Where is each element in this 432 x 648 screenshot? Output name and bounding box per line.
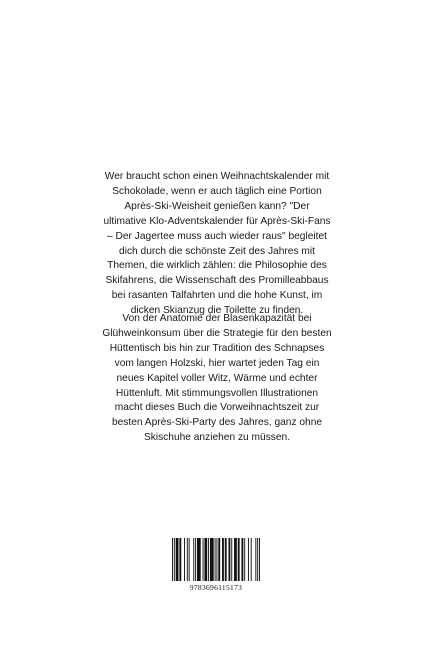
barcode-bar — [222, 538, 224, 581]
barcode-bar — [229, 538, 231, 581]
barcode-bar — [197, 538, 201, 581]
barcode-bar — [218, 538, 220, 581]
barcode-bar — [189, 538, 190, 581]
isbn-number: 9783696115173 — [189, 583, 243, 592]
barcode-bar — [259, 538, 260, 581]
barcode-bar — [257, 538, 258, 581]
barcode-bar — [184, 538, 185, 581]
barcode-bar — [231, 538, 232, 581]
blurb-paragraph-1: Wer braucht schon einen Weihnachtskalender mit Schokolade, wenn er auch täglich eine Portion Après-Ski-Weisheit genießen kann? "Der ultimative Klo-Adventskalender für Après-Ski-Fans – Der Jagertee muss auch wieder raus" begleitet dich durch die schönste Zeit des Jahres mit Themen, die wirklich zählen: die Philosophie des Skifahrens, die Wissenschaft des Promilleabbaus bei rasanten Talfahrten und die hohe Kunst, im dicken Skianzug die Toilette zu finden. — [103, 171, 331, 317]
barcode-bar — [193, 538, 194, 581]
barcode-bar — [248, 538, 249, 581]
barcode-bar — [210, 538, 214, 581]
barcode — [168, 534, 264, 596]
barcode-bar — [195, 538, 196, 581]
barcode-bar — [251, 538, 252, 581]
barcode-bar — [241, 538, 243, 581]
barcode-bar — [215, 538, 216, 581]
barcode-bar — [187, 538, 188, 581]
barcode-bar — [204, 538, 207, 581]
barcode-bar — [225, 538, 227, 581]
barcode-bar — [176, 538, 179, 581]
barcode-bar — [172, 538, 173, 581]
barcode-bar — [255, 538, 256, 581]
barcode-bar — [179, 538, 181, 581]
blurb-paragraph-2: Von der Anatomie der Blasenkapazität bei Glühweinkonsum über die Strategie für den besten Hüttentisch bis hin zur Tradition des Schnapses vom langen Holzski, hier wartet jeden Tag ein neues Kapitel voller Witz, Wärme und echter Hüttenluft. Mit stimmungsvollen Illustrationen macht dieses Buch die Vorweihnachtszeit zur besten Après-Ski-Party des Jahres, ganz ohne Skischuhe anziehen zu müssen. — [102, 313, 332, 444]
barcode-bar — [238, 538, 240, 581]
barcode-bar — [234, 538, 237, 581]
barcode-bar — [244, 538, 245, 581]
barcode-bars — [172, 538, 260, 581]
barcode-bar — [208, 538, 209, 581]
barcode-bar — [203, 538, 204, 581]
barcode-bar — [216, 538, 217, 581]
barcode-bar — [174, 538, 175, 581]
